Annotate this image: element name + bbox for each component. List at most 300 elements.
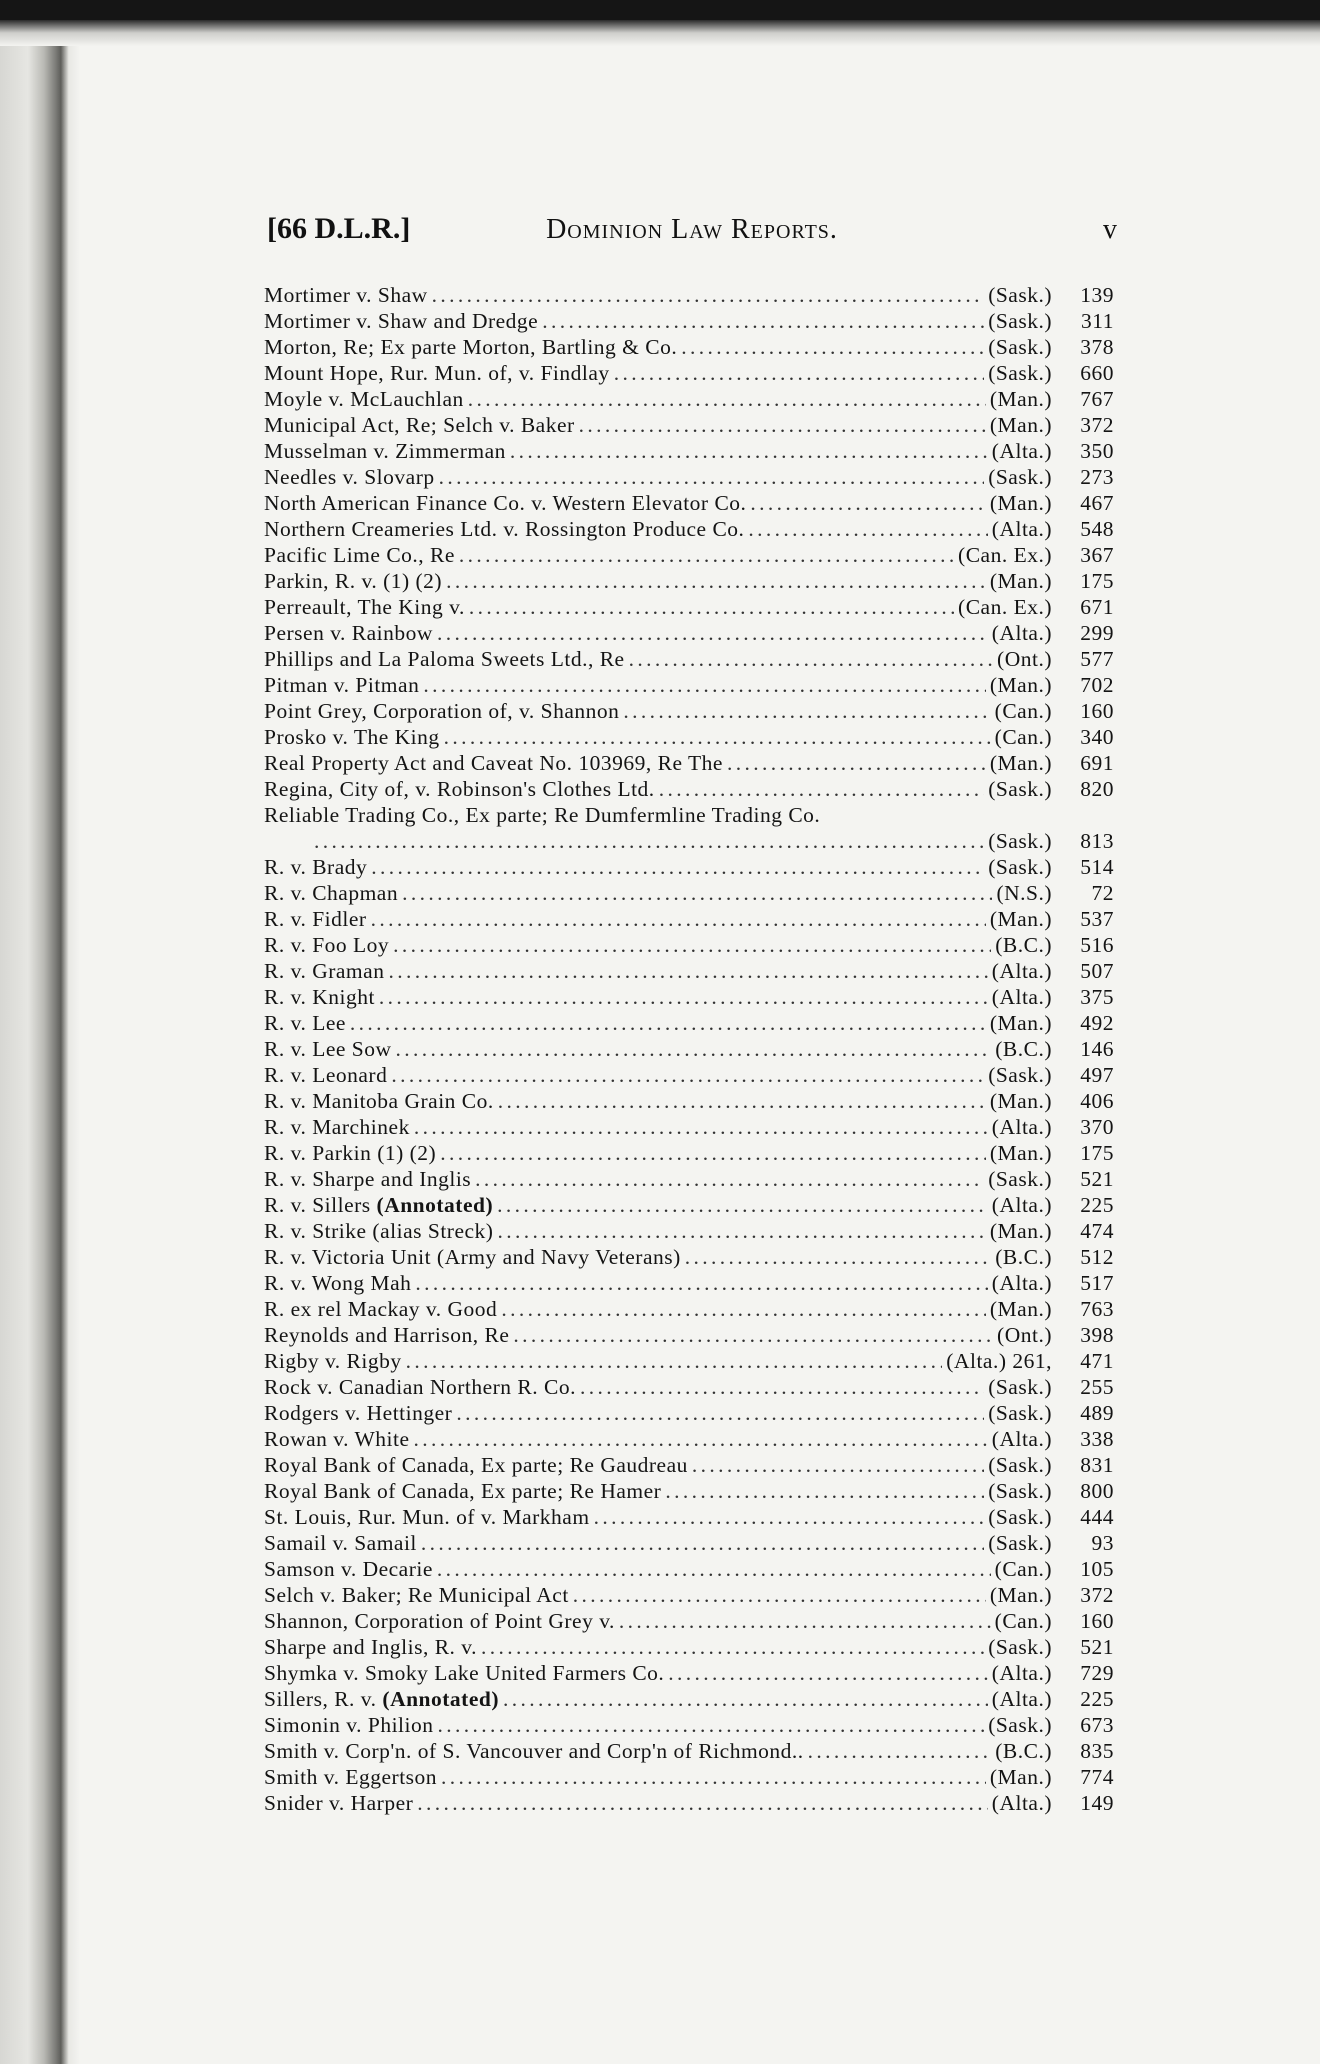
page-number: 338 bbox=[1080, 1427, 1114, 1451]
dot-leader bbox=[692, 1452, 984, 1478]
page-number: 406 bbox=[1080, 1089, 1114, 1113]
court-abbrev: (Alta.) bbox=[991, 517, 1052, 541]
dot-leader bbox=[423, 672, 986, 698]
court-abbrev: (Man.) bbox=[989, 413, 1052, 437]
case-name: Rigby v. Rigby bbox=[264, 1349, 402, 1373]
page-number: 398 bbox=[1080, 1323, 1114, 1347]
court-abbrev: (Sask.) bbox=[988, 829, 1052, 853]
case-name: Municipal Act, Re; Selch v. Baker bbox=[264, 413, 575, 437]
dot-leader bbox=[406, 1348, 943, 1374]
court-abbrev: (Ont.) bbox=[997, 647, 1052, 671]
case-name: Snider v. Harper bbox=[264, 1791, 414, 1815]
case-index-list bbox=[264, 282, 1114, 1816]
page-number: 691 bbox=[1080, 751, 1114, 775]
index-entry bbox=[264, 906, 1114, 932]
index-entry bbox=[264, 1374, 1114, 1400]
case-name: Northern Creameries Ltd. v. Rossington Produce Co. bbox=[264, 517, 745, 541]
court-abbrev: (Sask.) bbox=[988, 283, 1052, 307]
dot-leader bbox=[542, 308, 984, 334]
court-abbrev: (Alta.) 261, bbox=[946, 1349, 1052, 1373]
index-entry bbox=[264, 1348, 1114, 1374]
court-abbrev: (Sask.) bbox=[988, 1375, 1052, 1399]
index-entry bbox=[264, 1062, 1114, 1088]
index-entry bbox=[264, 1530, 1114, 1556]
page-number: 467 bbox=[1080, 491, 1114, 515]
running-header bbox=[267, 212, 1117, 256]
index-entry bbox=[264, 334, 1114, 360]
case-name: Needles v. Slovarp bbox=[264, 465, 435, 489]
page-number: 72 bbox=[1091, 881, 1114, 905]
index-entry bbox=[264, 1192, 1114, 1218]
annotation-label: (Annotated) bbox=[376, 1193, 494, 1217]
case-name: Simonin v. Philion bbox=[264, 1713, 434, 1737]
index-entry bbox=[264, 1114, 1114, 1140]
index-entry bbox=[264, 880, 1114, 906]
case-name: Royal Bank of Canada, Ex parte; Re Gaudreau bbox=[264, 1453, 688, 1477]
court-abbrev: (Sask.) bbox=[988, 855, 1052, 879]
dot-leader bbox=[475, 1166, 984, 1192]
dot-leader bbox=[439, 464, 985, 490]
dot-leader bbox=[503, 1686, 988, 1712]
page-number: 255 bbox=[1080, 1375, 1114, 1399]
court-abbrev: (B.C.) bbox=[995, 1245, 1052, 1269]
dot-leader bbox=[350, 1010, 986, 1036]
court-abbrev: (Sask.) bbox=[988, 1453, 1052, 1477]
report-title: Dominion Law Reports. bbox=[546, 214, 838, 245]
dot-leader bbox=[665, 1478, 984, 1504]
index-entry bbox=[264, 1244, 1114, 1270]
case-name: Regina, City of, v. Robinson's Clothes Ltd. bbox=[264, 777, 655, 801]
dot-leader bbox=[314, 828, 984, 854]
court-abbrev: (Sask.) bbox=[988, 335, 1052, 359]
index-entry bbox=[264, 1218, 1114, 1244]
dot-leader bbox=[748, 516, 987, 542]
case-name: Shymka v. Smoky Lake United Farmers Co. bbox=[264, 1661, 665, 1685]
index-entry bbox=[264, 1010, 1114, 1036]
page-number: 497 bbox=[1080, 1063, 1114, 1087]
index-entry bbox=[264, 568, 1114, 594]
index-entry bbox=[264, 1686, 1114, 1712]
court-abbrev: (Alta.) bbox=[991, 1687, 1052, 1711]
index-entry bbox=[264, 516, 1114, 542]
court-abbrev: (Man.) bbox=[989, 387, 1052, 411]
court-abbrev: (Sask.) bbox=[988, 465, 1052, 489]
court-abbrev: (Alta.) bbox=[991, 1193, 1052, 1217]
court-abbrev: (Alta.) bbox=[991, 1271, 1052, 1295]
page-number: 93 bbox=[1091, 1531, 1114, 1555]
case-name: Reynolds and Harrison, Re bbox=[264, 1323, 510, 1347]
page-number: 516 bbox=[1080, 933, 1114, 957]
case-name: Musselman v. Zimmerman bbox=[264, 439, 506, 463]
court-abbrev: (N.S.) bbox=[996, 881, 1052, 905]
case-name: Prosko v. The King bbox=[264, 725, 440, 749]
dot-leader bbox=[614, 360, 985, 386]
index-entry bbox=[264, 1738, 1114, 1764]
court-abbrev: (Ont.) bbox=[997, 1323, 1052, 1347]
court-abbrev: (Man.) bbox=[989, 1219, 1052, 1243]
annotation-label: (Annotated) bbox=[382, 1687, 499, 1711]
case-name: Samson v. Decarie bbox=[264, 1557, 433, 1581]
case-name: R. v. Lee bbox=[264, 1011, 346, 1035]
dot-leader bbox=[391, 1062, 984, 1088]
page-number: 767 bbox=[1080, 387, 1114, 411]
dot-leader bbox=[379, 984, 988, 1010]
page-number: 548 bbox=[1080, 517, 1114, 541]
case-name: Moyle v. McLauchlan bbox=[264, 387, 464, 411]
index-entry bbox=[264, 594, 1114, 620]
index-entry bbox=[264, 464, 1114, 490]
dot-leader bbox=[497, 1192, 988, 1218]
index-entry bbox=[264, 1556, 1114, 1582]
dot-leader bbox=[619, 1608, 991, 1634]
index-entry bbox=[264, 698, 1114, 724]
case-name: Samail v. Samail bbox=[264, 1531, 417, 1555]
case-name: Reliable Trading Co., Ex parte; Re Dumfermline Trading Co. bbox=[264, 803, 821, 827]
index-entry bbox=[264, 1452, 1114, 1478]
dot-leader bbox=[456, 1400, 984, 1426]
case-name: Rowan v. White bbox=[264, 1427, 410, 1451]
index-entry bbox=[264, 1504, 1114, 1530]
court-abbrev: (Man.) bbox=[989, 491, 1052, 515]
case-name: Smith v. Corp'n. of S. Vancouver and Corp'n of Richmond.. bbox=[264, 1739, 804, 1763]
page-number: 160 bbox=[1080, 699, 1114, 723]
page-number: 311 bbox=[1081, 309, 1114, 333]
index-entry bbox=[264, 360, 1114, 386]
court-abbrev: (Alta.) bbox=[991, 621, 1052, 645]
index-entry bbox=[264, 490, 1114, 516]
dot-leader bbox=[440, 1140, 986, 1166]
volume-label: [66 D.L.R.] bbox=[267, 212, 411, 245]
dot-leader bbox=[469, 594, 954, 620]
court-abbrev: (Alta.) bbox=[991, 985, 1052, 1009]
dot-leader bbox=[481, 1634, 984, 1660]
index-entry bbox=[264, 958, 1114, 984]
court-abbrev: (Can.) bbox=[994, 1557, 1052, 1581]
page-number: 512 bbox=[1080, 1245, 1114, 1269]
court-abbrev: (Alta.) bbox=[991, 1115, 1052, 1139]
case-name: R. v. Brady bbox=[264, 855, 368, 879]
index-entry bbox=[264, 1582, 1114, 1608]
case-name: Real Property Act and Caveat No. 103969, Re The bbox=[264, 751, 723, 775]
page-number: 372 bbox=[1080, 1583, 1114, 1607]
case-name: North American Finance Co. v. Western Elevator Co. bbox=[264, 491, 747, 515]
court-abbrev: (Alta.) bbox=[991, 1661, 1052, 1685]
index-entry bbox=[264, 854, 1114, 880]
case-name: R. v. Leonard bbox=[264, 1063, 388, 1087]
index-entry bbox=[264, 386, 1114, 412]
index-entry bbox=[264, 1660, 1114, 1686]
index-entry bbox=[264, 802, 1114, 828]
case-name: Phillips and La Paloma Sweets Ltd., Re bbox=[264, 647, 625, 671]
page-number: 577 bbox=[1080, 647, 1114, 671]
court-abbrev: (Can. Ex.) bbox=[958, 543, 1052, 567]
page-number: 160 bbox=[1080, 1609, 1114, 1633]
case-name: R. v. Marchinek bbox=[264, 1115, 410, 1139]
court-abbrev: (Sask.) bbox=[988, 1713, 1052, 1737]
binding-shadow bbox=[0, 20, 80, 2064]
court-abbrev: (Can.) bbox=[994, 699, 1052, 723]
dot-leader bbox=[402, 880, 992, 906]
dot-leader bbox=[501, 1296, 986, 1322]
dot-leader bbox=[414, 1114, 988, 1140]
page-number: 146 bbox=[1080, 1037, 1114, 1061]
index-entry bbox=[264, 750, 1114, 776]
page-number: 537 bbox=[1080, 907, 1114, 931]
case-name: R. v. Victoria Unit (Army and Navy Veterans) bbox=[264, 1245, 681, 1269]
dot-leader bbox=[727, 750, 986, 776]
page-numeral: v bbox=[1103, 214, 1117, 245]
page-number: 820 bbox=[1080, 777, 1114, 801]
dot-leader bbox=[510, 438, 988, 464]
dot-leader bbox=[681, 334, 984, 360]
dot-leader bbox=[388, 958, 987, 984]
page-number: 444 bbox=[1080, 1505, 1114, 1529]
court-abbrev: (Man.) bbox=[989, 1765, 1052, 1789]
dot-leader bbox=[421, 1530, 984, 1556]
page-number: 175 bbox=[1080, 1141, 1114, 1165]
case-name: R. v. Sharpe and Inglis bbox=[264, 1167, 472, 1191]
index-entry bbox=[264, 1478, 1114, 1504]
court-abbrev: (Sask.) bbox=[988, 1479, 1052, 1503]
page-number: 517 bbox=[1080, 1271, 1114, 1295]
page-number: 340 bbox=[1080, 725, 1114, 749]
court-abbrev: (Alta.) bbox=[991, 439, 1052, 463]
case-name: Pitman v. Pitman bbox=[264, 673, 420, 697]
court-abbrev: (Sask.) bbox=[988, 361, 1052, 385]
page-number: 763 bbox=[1080, 1297, 1114, 1321]
case-name: R. ex rel Mackay v. Good bbox=[264, 1297, 498, 1321]
court-abbrev: (Sask.) bbox=[988, 1063, 1052, 1087]
document-page bbox=[0, 20, 1320, 2064]
case-name: Point Grey, Corporation of, v. Shannon bbox=[264, 699, 620, 723]
page-number: 175 bbox=[1080, 569, 1114, 593]
dot-leader bbox=[498, 1088, 986, 1114]
dot-leader bbox=[685, 1244, 991, 1270]
index-entry bbox=[264, 1608, 1114, 1634]
case-name: Smith v. Eggertson bbox=[264, 1765, 438, 1789]
index-entry bbox=[264, 308, 1114, 334]
case-name: R. v. Sillers (Annotated) bbox=[264, 1193, 494, 1217]
court-abbrev: (Man.) bbox=[989, 751, 1052, 775]
dot-leader bbox=[437, 620, 988, 646]
court-abbrev: (Man.) bbox=[989, 673, 1052, 697]
page-number: 471 bbox=[1080, 1349, 1114, 1373]
case-name: Rodgers v. Hettinger bbox=[264, 1401, 453, 1425]
index-entry bbox=[264, 542, 1114, 568]
page-number: 225 bbox=[1080, 1193, 1114, 1217]
court-abbrev: (Sask.) bbox=[988, 309, 1052, 333]
index-entry bbox=[264, 1764, 1114, 1790]
page-number: 835 bbox=[1080, 1739, 1114, 1763]
dot-leader bbox=[415, 1270, 987, 1296]
court-abbrev: (B.C.) bbox=[995, 933, 1052, 957]
court-abbrev: (B.C.) bbox=[995, 1037, 1052, 1061]
court-abbrev: (Can. Ex.) bbox=[958, 595, 1052, 619]
case-name: R. v. Wong Mah bbox=[264, 1271, 412, 1295]
dot-leader bbox=[808, 1738, 992, 1764]
page-number: 660 bbox=[1080, 361, 1114, 385]
case-name: Selch v. Baker; Re Municipal Act bbox=[264, 1583, 569, 1607]
page-number: 372 bbox=[1080, 413, 1114, 437]
dot-leader bbox=[579, 412, 986, 438]
index-entry bbox=[264, 1140, 1114, 1166]
case-name: Persen v. Rainbow bbox=[264, 621, 433, 645]
page-number: 492 bbox=[1080, 1011, 1114, 1035]
index-entry bbox=[264, 1036, 1114, 1062]
dot-leader bbox=[441, 1764, 986, 1790]
case-name: R. v. Parkin (1) (2) bbox=[264, 1141, 437, 1165]
dot-leader bbox=[393, 932, 991, 958]
index-entry bbox=[264, 1296, 1114, 1322]
dot-leader bbox=[659, 776, 985, 802]
page-number: 521 bbox=[1080, 1167, 1114, 1191]
index-entry bbox=[264, 1400, 1114, 1426]
case-name: R. v. Knight bbox=[264, 985, 375, 1009]
case-name: R. v. Foo Loy bbox=[264, 933, 390, 957]
court-abbrev: (Sask.) bbox=[988, 1505, 1052, 1529]
dot-leader bbox=[459, 542, 954, 568]
dot-leader bbox=[417, 1790, 987, 1816]
court-abbrev: (B.C.) bbox=[995, 1739, 1052, 1763]
court-abbrev: (Alta.) bbox=[991, 1427, 1052, 1451]
court-abbrev: (Man.) bbox=[989, 1141, 1052, 1165]
index-entry bbox=[264, 438, 1114, 464]
court-abbrev: (Can.) bbox=[994, 725, 1052, 749]
index-entry bbox=[264, 984, 1114, 1010]
dot-leader bbox=[750, 490, 985, 516]
page-number: 367 bbox=[1080, 543, 1114, 567]
index-entry bbox=[264, 1634, 1114, 1660]
court-abbrev: (Sask.) bbox=[988, 1635, 1052, 1659]
case-name: Sharpe and Inglis, R. v. bbox=[264, 1635, 478, 1659]
page-number: 702 bbox=[1080, 673, 1114, 697]
court-abbrev: (Sask.) bbox=[988, 1401, 1052, 1425]
page-number: 774 bbox=[1080, 1765, 1114, 1789]
case-name: Mount Hope, Rur. Mun. of, v. Findlay bbox=[264, 361, 610, 385]
case-name: Shannon, Corporation of Point Grey v. bbox=[264, 1609, 615, 1633]
case-name: Rock v. Canadian Northern R. Co. bbox=[264, 1375, 576, 1399]
court-abbrev: (Man.) bbox=[989, 1583, 1052, 1607]
case-name: R. v. Graman bbox=[264, 959, 385, 983]
index-entry bbox=[264, 1322, 1114, 1348]
case-name: R. v. Chapman bbox=[264, 881, 399, 905]
dot-leader bbox=[371, 854, 984, 880]
dot-leader bbox=[371, 906, 986, 932]
page-number: 729 bbox=[1080, 1661, 1114, 1685]
index-entry bbox=[264, 1426, 1114, 1452]
page-number: 350 bbox=[1080, 439, 1114, 463]
court-abbrev: (Alta.) bbox=[991, 959, 1052, 983]
court-abbrev: (Man.) bbox=[989, 569, 1052, 593]
page-number: 149 bbox=[1080, 1791, 1114, 1815]
index-entry bbox=[264, 620, 1114, 646]
page-number: 105 bbox=[1080, 1557, 1114, 1581]
index-entry bbox=[264, 282, 1114, 308]
dot-leader bbox=[573, 1582, 986, 1608]
page-number: 831 bbox=[1080, 1453, 1114, 1477]
dot-leader bbox=[623, 698, 990, 724]
case-name: Sillers, R. v. (Annotated) bbox=[264, 1687, 499, 1711]
case-name: Perreault, The King v. bbox=[264, 595, 465, 619]
court-abbrev: (Alta.) bbox=[991, 1791, 1052, 1815]
dot-leader bbox=[444, 724, 991, 750]
court-abbrev: (Man.) bbox=[989, 1011, 1052, 1035]
court-abbrev: (Can.) bbox=[994, 1609, 1052, 1633]
court-abbrev: (Sask.) bbox=[988, 1167, 1052, 1191]
dot-leader bbox=[497, 1218, 985, 1244]
case-name: Pacific Lime Co., Re bbox=[264, 543, 455, 567]
dot-leader bbox=[414, 1426, 988, 1452]
page-number: 474 bbox=[1080, 1219, 1114, 1243]
case-name: Morton, Re; Ex parte Morton, Bartling & Co. bbox=[264, 335, 678, 359]
index-entry bbox=[264, 1712, 1114, 1738]
case-name: Mortimer v. Shaw bbox=[264, 283, 428, 307]
case-name: R. v. Strike (alias Streck) bbox=[264, 1219, 494, 1243]
index-entry bbox=[264, 672, 1114, 698]
page-number: 507 bbox=[1080, 959, 1114, 983]
page-number: 673 bbox=[1080, 1713, 1114, 1737]
court-abbrev: (Man.) bbox=[989, 907, 1052, 931]
dot-leader bbox=[580, 1374, 984, 1400]
court-abbrev: (Man.) bbox=[989, 1297, 1052, 1321]
case-name: Parkin, R. v. (1) (2) bbox=[264, 569, 443, 593]
page-number: 489 bbox=[1080, 1401, 1114, 1425]
case-name: R. v. Manitoba Grain Co. bbox=[264, 1089, 494, 1113]
court-abbrev: (Man.) bbox=[989, 1089, 1052, 1113]
dot-leader bbox=[513, 1322, 993, 1348]
page-number: 378 bbox=[1080, 335, 1114, 359]
dot-leader bbox=[432, 282, 985, 308]
page-number: 521 bbox=[1080, 1635, 1114, 1659]
case-name: R. v. Lee Sow bbox=[264, 1037, 392, 1061]
index-entry bbox=[264, 776, 1114, 802]
index-entry bbox=[264, 932, 1114, 958]
dot-leader bbox=[629, 646, 993, 672]
index-entry bbox=[264, 1790, 1114, 1816]
dot-leader bbox=[594, 1504, 985, 1530]
dot-leader bbox=[468, 386, 986, 412]
index-entry bbox=[264, 1088, 1114, 1114]
case-name: Mortimer v. Shaw and Dredge bbox=[264, 309, 539, 333]
dot-leader bbox=[668, 1660, 987, 1686]
page-number: 225 bbox=[1080, 1687, 1114, 1711]
page-number: 813 bbox=[1080, 829, 1114, 853]
index-entry bbox=[264, 646, 1114, 672]
page-number: 273 bbox=[1080, 465, 1114, 489]
index-entry bbox=[264, 1270, 1114, 1296]
index-entry bbox=[264, 1166, 1114, 1192]
dot-leader bbox=[446, 568, 986, 594]
page-number: 370 bbox=[1080, 1115, 1114, 1139]
page-number: 139 bbox=[1080, 283, 1114, 307]
case-name: St. Louis, Rur. Mun. of v. Markham bbox=[264, 1505, 590, 1529]
dot-leader bbox=[437, 1712, 984, 1738]
case-name: R. v. Fidler bbox=[264, 907, 367, 931]
page-number: 375 bbox=[1080, 985, 1114, 1009]
page-number: 800 bbox=[1080, 1479, 1114, 1503]
case-name: Royal Bank of Canada, Ex parte; Re Hamer bbox=[264, 1479, 662, 1503]
index-entry bbox=[264, 828, 1114, 854]
court-abbrev: (Sask.) bbox=[988, 777, 1052, 801]
dot-leader bbox=[437, 1556, 991, 1582]
top-edge-shadow bbox=[0, 20, 1320, 46]
index-entry bbox=[264, 724, 1114, 750]
page-number: 671 bbox=[1080, 595, 1114, 619]
court-abbrev: (Sask.) bbox=[988, 1531, 1052, 1555]
index-entry bbox=[264, 412, 1114, 438]
dot-leader bbox=[396, 1036, 992, 1062]
page-number: 299 bbox=[1080, 621, 1114, 645]
